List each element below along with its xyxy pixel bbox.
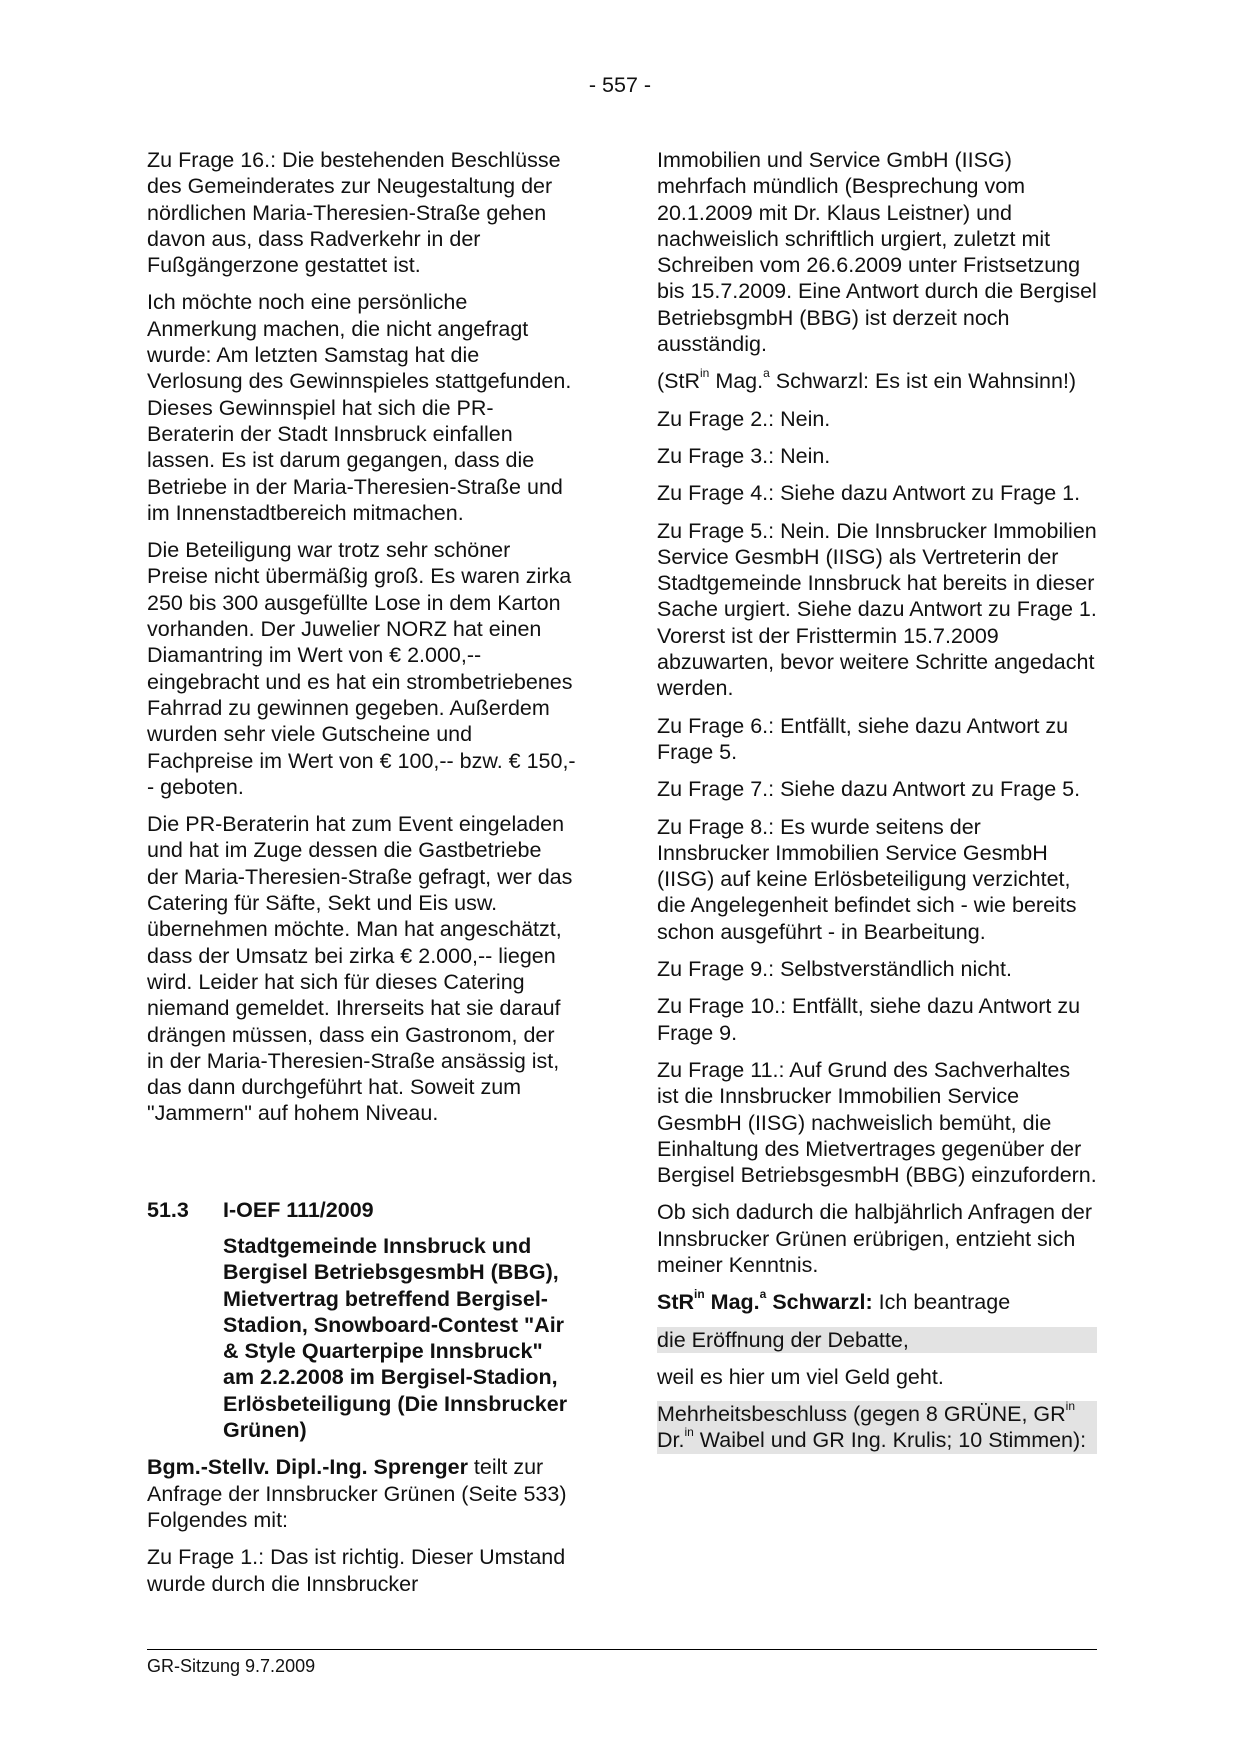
paragraph: Zu Frage 1.: Das ist richtig. Dieser Umstand wurde durch die Innsbrucker	[147, 1545, 566, 1596]
interjection-text: Schwarzl: Es ist ein Wahnsinn!)	[769, 369, 1077, 394]
answer: Zu Frage 2.: Nein.	[657, 406, 831, 431]
answer: Zu Frage 7.: Siehe dazu Antwort zu Frage 5.	[657, 777, 1081, 802]
footer-divider	[147, 1649, 1097, 1650]
section-heading	[147, 1197, 577, 1223]
resolution-highlight	[657, 1401, 1097, 1454]
resolution-text: Waibel und GR Ing. Krulis; 10 Stimmen):	[693, 1428, 1087, 1453]
section-number: 51.3	[147, 1197, 189, 1222]
speaker-text: teilt zur Anfrage der Innsbrucker Grünen (Seite 533) Folgendes mit:	[147, 1455, 567, 1532]
superscript: in	[684, 1425, 694, 1440]
speaker-paragraph	[147, 1454, 577, 1533]
paragraph: Immobilien und Service GmbH (IISG) mehrfach mündlich (Besprechung vom 20.1.2009 mit Dr. Klaus Leistner) und nachweislich schriftlich urgiert, zuletzt mit Schreiben vom 26.6.2009 unter Fristsetzung bis 15.7.2009. Eine Antwort durch die Bergisel BetriebsgmbH (BBG) ist derzeit noch ausständig.	[657, 148, 1097, 357]
speaker-name-part: Schwarzl:	[766, 1290, 873, 1315]
paragraph: Ob sich dadurch die halbjährlich Anfragen der Innsbrucker Grünen erübrigen, entzieht sich meiner Kenntnis.	[657, 1200, 1093, 1277]
speaker-name: Bgm.-Stellv. Dipl.-Ing. Sprenger	[147, 1455, 468, 1480]
section-title: Stadtgemeinde Innsbruck und Bergisel BetriebsgesmbH (BBG), Mietvertrag betreffend Bergisel-Stadion, Snowboard-Contest "Air & Style Quarterpipe Innsbruck" am 2.2.2008 im Bergisel-Stadion, Erlösbeteiligung (Die Innsbrucker Grünen)	[223, 1233, 568, 1443]
answer: Zu Frage 4.: Siehe dazu Antwort zu Frage 1.	[657, 481, 1081, 506]
speaker-name-part: Mag.	[704, 1290, 760, 1315]
resolution-text: Mehrheitsbeschluss (gegen 8 GRÜNE, GR	[657, 1402, 1066, 1427]
superscript: in	[700, 366, 710, 381]
footer: GR-Sitzung 9.7.2009	[147, 1656, 316, 1676]
right-column	[657, 147, 1097, 1465]
left-column	[147, 147, 577, 1608]
interjection-text: (StR	[657, 369, 700, 394]
interjection	[657, 368, 1097, 394]
answer: Zu Frage 10.: Entfällt, siehe dazu Antwort zu Frage 9.	[657, 994, 1081, 1045]
speaker-name-part: StR	[657, 1290, 695, 1315]
superscript: in	[694, 1287, 705, 1302]
motion-highlight: die Eröffnung der Debatte,	[657, 1327, 1097, 1353]
speaker-paragraph	[657, 1289, 1097, 1315]
answer: Zu Frage 11.: Auf Grund des Sachverhaltes ist die Innsbrucker Immobilien Service GesmbH (IISG) nachweislich bemüht, die Einhaltung des Mietvertrages gegenüber der Bergisel BetriebsgesmbH (BBG) einzufordern.	[657, 1057, 1097, 1188]
resolution-text: Dr.	[657, 1428, 685, 1453]
paragraph: Ich möchte noch eine persönliche Anmerkung machen, die nicht angefragt wurde: Am letzten Samstag hat die Verlosung des Gewinnspieles stattgefunden. Dieses Gewinnspiel hat sich die PR-Beraterin der Stadt Innsbruck einfallen lassen. Es ist darum gegangen, dass die Betriebe in der Maria-Theresien-Straße und im Innenstadtbereich mitmachen.	[147, 290, 572, 525]
superscript: a	[759, 1287, 767, 1302]
paragraph: weil es hier um viel Geld geht.	[657, 1364, 944, 1389]
answer: Zu Frage 6.: Entfällt, siehe dazu Antwort zu Frage 5.	[657, 713, 1069, 764]
superscript: a	[763, 366, 770, 381]
answer: Zu Frage 3.: Nein.	[657, 443, 831, 468]
answer: Zu Frage 9.: Selbstverständlich nicht.	[657, 957, 1012, 982]
interjection-text: Mag.	[709, 369, 764, 394]
section-code: I-OEF 111/2009	[223, 1197, 374, 1222]
speaker-name	[657, 1287, 873, 1315]
answer: Zu Frage 8.: Es wurde seitens der Innsbrucker Immobilien Service GesmbH (IISG) auf keine Erlösbeteiligung verzichtet, die Angelegenheit befindet sich - wie bereits schon ausgeführt - in Bearbeitung.	[657, 814, 1077, 944]
paragraph: Die Beteiligung war trotz sehr schöner Preise nicht übermäßig groß. Es waren zirka 250 bis 300 ausgefüllte Lose in dem Karton vorhanden. Der Juwelier NORZ hat einen Diamantring im Wert von € 2.000,-- eingebracht und es hat ein strombetriebenes Fahrrad zu gewinnen gegeben. Außerdem wurden sehr viele Gutscheine und Fachpreise im Wert von € 100,-- bzw. € 150,-- geboten.	[147, 538, 576, 799]
superscript: in	[1065, 1399, 1076, 1414]
answer: Zu Frage 5.: Nein. Die Innsbrucker Immobilien Service GesmbH (IISG) als Vertreterin der Stadtgemeinde Innsbruck hat bereits in dieser Sache urgiert. Siehe dazu Antwort zu Frage 1. Vorerst ist der Fristtermin 15.7.2009 abzuwarten, bevor weitere Schritte angedacht werden.	[657, 518, 1097, 701]
page-number: - 557 -	[588, 73, 652, 97]
paragraph: Zu Frage 16.: Die bestehenden Beschlüsse des Gemeinderates zur Neugestaltung der nördlichen Maria-Theresien-Straße gehen davon aus, dass Radverkehr in der Fußgängerzone gestattet ist.	[147, 148, 561, 278]
speaker-text: Ich beantrage	[872, 1290, 1011, 1315]
paragraph: Die PR-Beraterin hat zum Event eingeladen und hat im Zuge dessen die Gastbetriebe der Maria-Theresien-Straße gefragt, wer das Catering für Säfte, Sekt und Eis usw. übernehmen möchte. Man hat angeschätzt, dass der Umsatz bei zirka € 2.000,-- liegen wird. Leider hat sich für dieses Catering niemand gemeldet. Ihrerseits hat sie darauf drängen müssen, dass ein Gastronom, der in der Maria-Theresien-Straße ansässig ist, das dann durchgeführt hat. Soweit zum "Jammern" auf hohem Niveau.	[147, 812, 573, 1126]
